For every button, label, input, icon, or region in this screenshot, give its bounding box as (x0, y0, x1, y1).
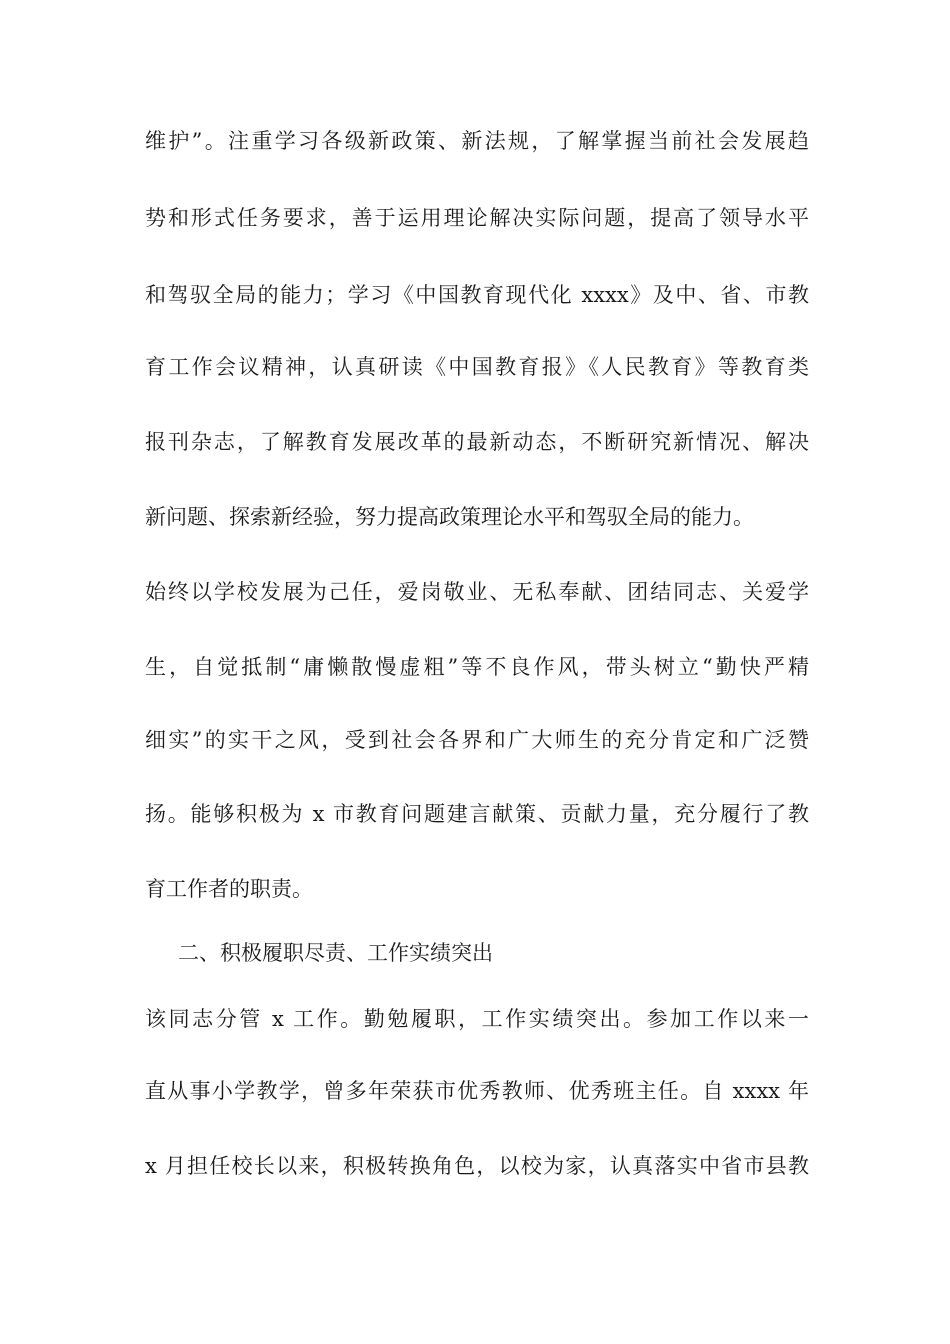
body-text-line-9: 细实”的实干之风，受到社会各界和广大师生的充分肯定和广泛赞 (145, 728, 809, 752)
section-heading: 二、积极履职尽责、工作实绩突出 (178, 941, 493, 965)
body-text-line-8: 生，自觉抵制“庸懒散慢虚粗”等不良作风，带头树立“勤快严精 (145, 655, 809, 679)
body-text-line-1: 维护”。注重学习各级新政策、新法规，了解掌握当前社会发展趋 (145, 129, 809, 153)
body-text-line-3: 和驾驭全局的能力；学习《中国教育现代化 xxxx》及中、省、市教 (145, 283, 809, 307)
body-text-line-7: 始终以学校发展为己任，爱岗敬业、无私奉献、团结同志、关爱学 (145, 580, 809, 604)
body-text-line-2: 势和形式任务要求，善于运用理论解决实际问题，提高了领导水平 (145, 206, 809, 230)
body-text-line-5: 报刊杂志，了解教育发展改革的最新动态，不断研究新情况、解决 (145, 430, 809, 454)
body-text-line-6: 新问题、探索新经验，努力提高政策理论水平和驾驭全局的能力。 (145, 505, 754, 529)
body-text-line-11: 育工作者的职责。 (145, 877, 313, 901)
body-text-line-13: 直从事小学教学，曾多年荣获市优秀教师、优秀班主任。自 xxxx 年 (145, 1079, 809, 1103)
body-text-line-10: 扬。能够积极为 x 市教育问题建言献策、贡献力量，充分履行了教 (145, 802, 809, 826)
body-text-line-4: 育工作会议精神，认真研读《中国教育报》《人民教育》等教育类 (145, 355, 809, 379)
body-text-line-14: x 月担任校长以来，积极转换角色，以校为家，认真落实中省市县教 (145, 1154, 809, 1178)
body-text-line-12: 该同志分管 x 工作。勤勉履职，工作实绩突出。参加工作以来一 (145, 1007, 809, 1031)
